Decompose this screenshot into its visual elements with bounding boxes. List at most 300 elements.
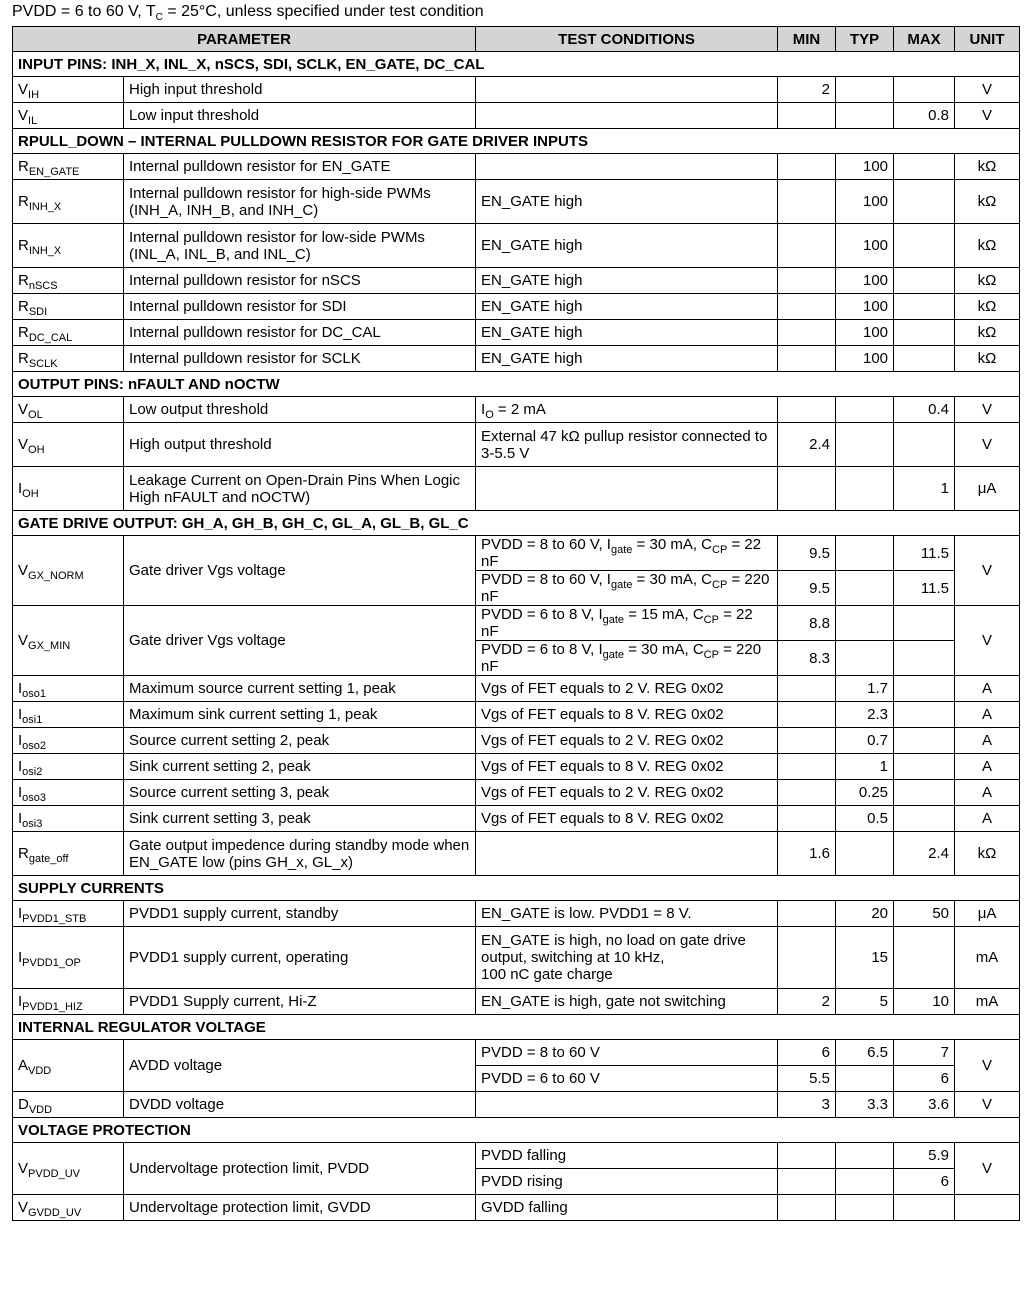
min-value: 8.3 [778,641,836,676]
parameter-description: Internal pulldown resistor for SCLK [124,346,476,372]
unit-value: kΩ [955,320,1020,346]
symbol-subscript: oso2 [22,740,47,752]
symbol-subscript: OL [28,409,43,421]
typ-value: 100 [836,180,894,224]
parameter-symbol [13,606,124,676]
parameter-symbol [13,397,124,423]
symbol-subscript: osi3 [22,818,43,830]
symbol-letter: I [18,784,23,801]
test-condition: Vgs of FET equals to 2 V. REG 0x02 [476,780,778,806]
symbol-letter: V [18,562,29,579]
min-value: 2 [778,77,836,103]
parameter-description: PVDD1 supply current, standby [124,901,476,927]
symbol-letter: V [18,632,29,649]
unit-value: kΩ [955,346,1020,372]
typ-value [836,103,894,129]
max-value [894,927,955,989]
test-condition: PVDD = 6 to 60 V [476,1066,778,1092]
min-value [778,224,836,268]
symbol-letter: I [18,949,23,966]
max-value: 7 [894,1040,955,1066]
parameter-description: High input threshold [124,77,476,103]
typ-value [836,77,894,103]
symbol-subscript: PVDD_UV [28,1168,80,1180]
parameter-symbol [13,1143,124,1195]
unit-value: A [955,702,1020,728]
section-row [13,1118,1020,1143]
unit-value: mA [955,989,1020,1015]
table-row [13,346,1020,372]
table-row [13,467,1020,511]
test-condition: Vgs of FET equals to 8 V. REG 0x02 [476,806,778,832]
max-value [894,606,955,641]
max-value: 5.9 [894,1143,955,1169]
test-condition: PVDD = 6 to 8 V, $I_{gate} = 30$ mA, $C_{CP} = 220$ nF [476,641,778,676]
table-row [13,154,1020,180]
unit-value: A [955,676,1020,702]
max-value [894,702,955,728]
typ-value: 100 [836,320,894,346]
test-condition: Vgs of FET equals to 2 V. REG 0x02 [476,728,778,754]
min-value [778,780,836,806]
symbol-letter: R [18,237,29,254]
parameter-description: Maximum source current setting 1, peak [124,676,476,702]
parameter-symbol [13,1040,124,1092]
table-row [13,780,1020,806]
typ-value: 100 [836,346,894,372]
max-value: 50 [894,901,955,927]
symbol-subscript: nSCS [28,280,58,292]
min-value [778,702,836,728]
unit-value: μA [955,467,1020,511]
parameter-description: Source current setting 2, peak [124,728,476,754]
parameter-description: Internal pulldown resistor for low-side PWMs (INL_A, INL_B, and INL_C) [124,224,476,268]
parameter-header: PARAMETER [13,27,476,52]
parameter-description: High output threshold [124,423,476,467]
symbol-subscript: SDI [28,306,48,318]
symbol-letter: I [18,993,23,1010]
unit-value: V [955,1092,1020,1118]
unit-value: V [955,103,1020,129]
test-condition [476,832,778,876]
symbol-letter: A [18,1057,29,1074]
parameter-symbol [13,702,124,728]
unit-header: UNIT [955,27,1020,52]
typ-value [836,397,894,423]
symbol-subscript: osi2 [22,766,43,778]
max-value [894,676,955,702]
test-condition [476,467,778,511]
min-header: MIN [778,27,836,52]
symbol-letter: R [18,298,29,315]
symbol-letter: V [18,107,29,124]
symbol-letter: V [18,1160,29,1177]
unit-value: kΩ [955,294,1020,320]
test-condition: EN_GATE high [476,180,778,224]
symbol-letter: R [18,350,29,367]
parameter-description: Sink current setting 2, peak [124,754,476,780]
min-value [778,676,836,702]
min-value [778,346,836,372]
table-body [13,52,1020,1221]
parameter-description: AVDD voltage [124,1040,476,1092]
table-row [13,989,1020,1015]
parameter-description: Internal pulldown resistor for EN_GATE [124,154,476,180]
test-conditions-header: TEST CONDITIONS [476,27,778,52]
symbol-subscript: OH [28,444,45,456]
symbol-letter: I [18,680,23,697]
table-row [13,754,1020,780]
symbol-letter: V [18,81,29,98]
section-title: INPUT PINS: INH_X, INL_X, nSCS, SDI, SCLK, EN_GATE, DC_CAL [13,52,1020,77]
symbol-subscript: INH_X [28,245,62,257]
symbol-letter: I [18,810,23,827]
symbol-subscript: INH_X [28,201,62,213]
parameter-description: DVDD voltage [124,1092,476,1118]
parameter-description: PVDD1 supply current, operating [124,927,476,989]
min-value [778,806,836,832]
test-condition: PVDD = 6 to 8 V, $I_{gate} = 15$ mA, $C_{CP} = 22$ nF [476,606,778,641]
typ-value [836,641,894,676]
symbol-subscript: PVDD1_HIZ [22,1001,83,1013]
symbol-subscript: DC_CAL [28,332,73,344]
min-value [778,467,836,511]
table-row [13,103,1020,129]
symbol-letter: I [18,758,23,775]
test-condition [476,77,778,103]
symbol-subscript: gate_off [28,853,69,865]
table-row [13,832,1020,876]
max-value [894,806,955,832]
test-condition: EN_GATE high [476,346,778,372]
table-row [13,1143,1020,1169]
min-value: 8.8 [778,606,836,641]
typ-header: TYP [836,27,894,52]
max-value: 0.4 [894,397,955,423]
min-value [778,728,836,754]
table-row [13,1040,1020,1066]
test-condition: PVDD rising [476,1169,778,1195]
section-row [13,129,1020,154]
test-condition: $I_O = 2$ mA [476,397,778,423]
test-condition [476,154,778,180]
unit-value: kΩ [955,180,1020,224]
parameter-symbol [13,676,124,702]
symbol-subscript: OH [22,488,39,500]
typ-value [836,571,894,606]
max-value: 0.8 [894,103,955,129]
min-value [778,397,836,423]
table-row [13,536,1020,571]
max-value [894,320,955,346]
symbol-letter: I [18,706,23,723]
typ-value: 6.5 [836,1040,894,1066]
typ-value: 3.3 [836,1092,894,1118]
unit-value: V [955,1143,1020,1195]
section-title: RPULL_DOWN – INTERNAL PULLDOWN RESISTOR FOR GATE DRIVER INPUTS [13,129,1020,154]
typ-value: 5 [836,989,894,1015]
test-condition: EN_GATE high [476,224,778,268]
parameter-symbol [13,806,124,832]
table-row [13,806,1020,832]
parameter-description: Gate driver Vgs voltage [124,536,476,606]
max-value: 11.5 [894,571,955,606]
section-title: GATE DRIVE OUTPUT: GH_A, GH_B, GH_C, GL_A, GL_B, GL_C [13,511,1020,536]
min-value: 9.5 [778,571,836,606]
parameter-symbol [13,294,124,320]
parameter-symbol [13,180,124,224]
min-value [778,754,836,780]
table-row [13,728,1020,754]
max-value [894,754,955,780]
typ-value: 100 [836,224,894,268]
symbol-subscript: VDD [28,1065,52,1077]
typ-value: 100 [836,294,894,320]
parameter-symbol [13,103,124,129]
unit-value: mA [955,927,1020,989]
table-row [13,606,1020,641]
typ-value [836,1195,894,1221]
typ-value [836,536,894,571]
parameter-description: Internal pulldown resistor for DC_CAL [124,320,476,346]
min-value: 2 [778,989,836,1015]
test-condition: GVDD falling [476,1195,778,1221]
parameter-symbol [13,728,124,754]
min-value [778,268,836,294]
symbol-subscript: GX_NORM [28,570,84,582]
section-title: SUPPLY CURRENTS [13,876,1020,901]
symbol-letter: V [18,401,29,418]
unit-value: kΩ [955,268,1020,294]
section-row [13,1015,1020,1040]
test-condition [476,1092,778,1118]
parameter-description: Source current setting 3, peak [124,780,476,806]
symbol-letter: I [18,480,23,497]
table-row [13,702,1020,728]
test-condition: EN_GATE is high, gate not switching [476,989,778,1015]
typ-value: 0.25 [836,780,894,806]
section-title: OUTPUT PINS: nFAULT AND nOCTW [13,372,1020,397]
unit-value [955,1195,1020,1221]
electrical-characteristics-table [12,26,1020,1221]
parameter-description: Internal pulldown resistor for SDI [124,294,476,320]
parameter-description: Low output threshold [124,397,476,423]
parameter-description: Undervoltage protection limit, PVDD [124,1143,476,1195]
max-value: 6 [894,1066,955,1092]
parameter-symbol [13,423,124,467]
min-value [778,1195,836,1221]
test-condition: PVDD = 8 to 60 V [476,1040,778,1066]
max-value: 2.4 [894,832,955,876]
table-row [13,320,1020,346]
unit-value: μA [955,901,1020,927]
parameter-symbol [13,346,124,372]
test-condition: EN_GATE high [476,320,778,346]
max-header: MAX [894,27,955,52]
typ-value [836,467,894,511]
table-caption: PVDD = 6 to 60 V, $T_C = 25^\circ C$, unless specified under test condition [12,3,484,23]
symbol-subscript: oso1 [22,688,47,700]
test-condition: PVDD = 8 to 60 V, $I_{gate} = 30$ mA, $C_{CP} = 22$ nF [476,536,778,571]
test-condition: Vgs of FET equals to 8 V. REG 0x02 [476,754,778,780]
symbol-letter: I [18,905,23,922]
typ-value: 2.3 [836,702,894,728]
header-row [13,27,1020,52]
test-condition: EN_GATE high [476,294,778,320]
min-value [778,180,836,224]
parameter-description: Low input threshold [124,103,476,129]
table-row [13,676,1020,702]
test-condition: Vgs of FET equals to 8 V. REG 0x02 [476,702,778,728]
typ-value [836,1143,894,1169]
table-row [13,1195,1020,1221]
min-value [778,294,836,320]
max-value: 1 [894,467,955,511]
parameter-description: Gate output impedence during standby mode when EN_GATE low (pins GH_x, GL_x) [124,832,476,876]
unit-value: A [955,806,1020,832]
max-value [894,728,955,754]
symbol-letter: R [18,158,29,175]
max-value: 11.5 [894,536,955,571]
table-row [13,1092,1020,1118]
unit-value: V [955,1040,1020,1092]
table-row [13,268,1020,294]
symbol-subscript: IH [28,89,40,101]
unit-value: A [955,728,1020,754]
max-value [894,154,955,180]
symbol-subscript: VDD [28,1104,53,1116]
symbol-subscript: oso3 [22,792,47,804]
unit-value: V [955,423,1020,467]
parameter-description: PVDD1 Supply current, Hi-Z [124,989,476,1015]
test-condition: PVDD = 8 to 60 V, $I_{gate} = 30$ mA, $C_{CP} = 220$ nF [476,571,778,606]
symbol-letter: R [18,193,29,210]
parameter-description: Undervoltage protection limit, GVDD [124,1195,476,1221]
symbol-letter: R [18,324,29,341]
symbol-subscript: osi1 [22,714,43,726]
table-row [13,180,1020,224]
typ-value: 20 [836,901,894,927]
test-condition: EN_GATE high [476,268,778,294]
parameter-symbol [13,224,124,268]
symbol-subscript: SCLK [28,358,58,370]
parameter-symbol [13,536,124,606]
typ-value: 15 [836,927,894,989]
parameter-symbol [13,780,124,806]
symbol-letter: R [18,272,29,289]
table-row [13,294,1020,320]
max-value: 3.6 [894,1092,955,1118]
unit-value: A [955,780,1020,806]
min-value: 9.5 [778,536,836,571]
symbol-letter: D [18,1096,29,1113]
max-value [894,224,955,268]
parameter-symbol [13,77,124,103]
min-value [778,1169,836,1195]
symbol-subscript: PVDD1_STB [22,913,87,925]
unit-value: kΩ [955,154,1020,180]
test-condition: Vgs of FET equals to 2 V. REG 0x02 [476,676,778,702]
section-row [13,876,1020,901]
max-value [894,294,955,320]
max-value [894,180,955,224]
test-condition: PVDD falling [476,1143,778,1169]
max-value [894,423,955,467]
min-value [778,103,836,129]
unit-value: kΩ [955,224,1020,268]
parameter-description: Gate driver Vgs voltage [124,606,476,676]
unit-value: A [955,754,1020,780]
section-title: VOLTAGE PROTECTION [13,1118,1020,1143]
symbol-letter: I [18,732,23,749]
typ-value [836,423,894,467]
max-value [894,77,955,103]
max-value: 6 [894,1169,955,1195]
max-value [894,780,955,806]
table-row [13,397,1020,423]
typ-value: 1.7 [836,676,894,702]
parameter-description: Internal pulldown resistor for high-side PWMs (INH_A, INH_B, and INH_C) [124,180,476,224]
unit-value: V [955,77,1020,103]
typ-value [836,1066,894,1092]
parameter-symbol [13,927,124,989]
parameter-symbol [13,154,124,180]
symbol-letter: R [18,845,29,862]
symbol-letter: V [18,1199,29,1216]
parameter-description: Internal pulldown resistor for nSCS [124,268,476,294]
table-row [13,77,1020,103]
min-value [778,927,836,989]
section-row [13,511,1020,536]
parameter-symbol [13,268,124,294]
max-value [894,1195,955,1221]
parameter-symbol [13,320,124,346]
symbol-subscript: GX_MIN [28,640,71,652]
symbol-subscript: PVDD1_OP [22,957,81,969]
section-row [13,372,1020,397]
min-value: 6 [778,1040,836,1066]
typ-value: 1 [836,754,894,780]
min-value [778,154,836,180]
unit-value: V [955,606,1020,676]
test-condition: External 47 kΩ pullup resistor connected to 3-5.5 V [476,423,778,467]
symbol-letter: V [18,436,29,453]
min-value [778,901,836,927]
typ-value: 100 [836,268,894,294]
min-value: 1.6 [778,832,836,876]
typ-value [836,606,894,641]
min-value [778,320,836,346]
test-condition: EN_GATE is low. PVDD1 = 8 V. [476,901,778,927]
unit-value: V [955,536,1020,606]
test-condition: EN_GATE is high, no load on gate drive output, switching at 10 kHz, 100 nC gate charge [476,927,778,989]
min-value: 3 [778,1092,836,1118]
parameter-symbol [13,467,124,511]
symbol-subscript: GVDD_UV [28,1207,82,1219]
min-value: 2.4 [778,423,836,467]
section-title: INTERNAL REGULATOR VOLTAGE [13,1015,1020,1040]
parameter-description: Sink current setting 3, peak [124,806,476,832]
symbol-subscript: IL [28,115,38,127]
parameter-symbol [13,989,124,1015]
table-row [13,423,1020,467]
table-row [13,901,1020,927]
unit-value: V [955,397,1020,423]
typ-value: 100 [836,154,894,180]
parameter-symbol [13,1092,124,1118]
parameter-symbol [13,901,124,927]
max-value [894,346,955,372]
